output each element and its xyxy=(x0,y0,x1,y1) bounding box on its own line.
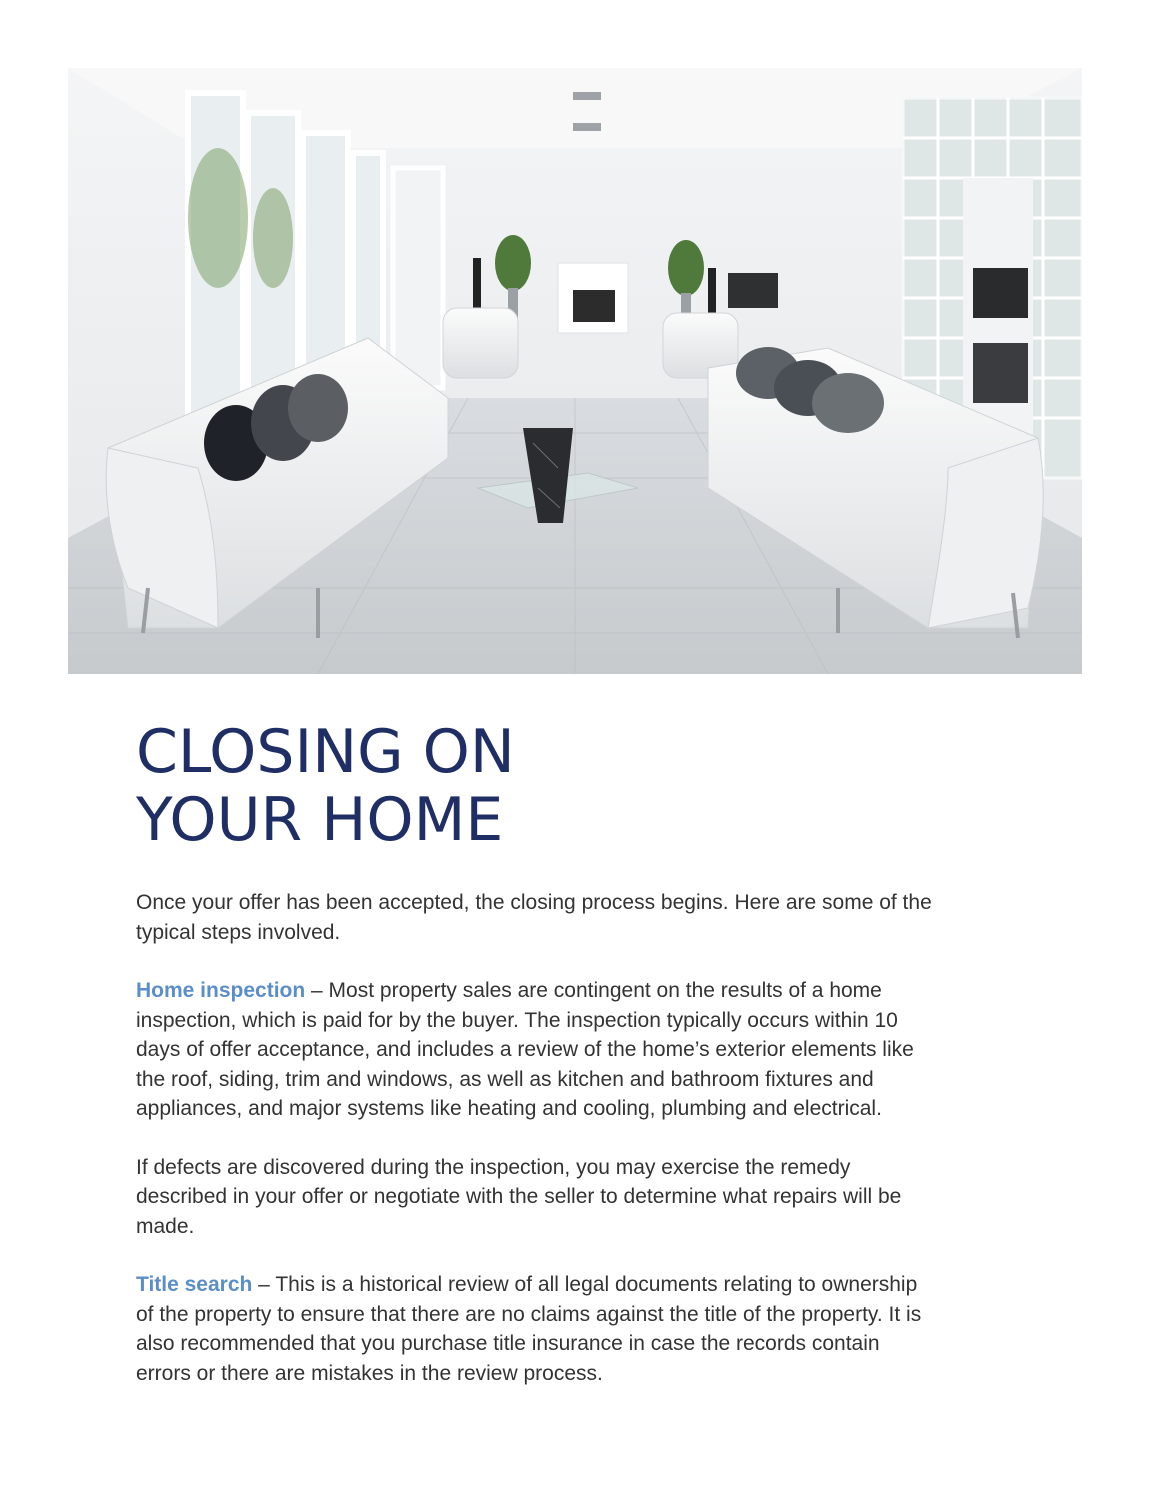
title-search-paragraph xyxy=(136,1270,936,1388)
title-line-1: CLOSING ON xyxy=(136,717,515,787)
page-title xyxy=(136,718,515,854)
hero-photo xyxy=(68,68,1082,674)
article-body xyxy=(136,888,936,1417)
title-search-term: Title search xyxy=(136,1273,253,1296)
title-search-text: – This is a historical review of all legal documents relating to ownership of the property to ensure that there are no claims against the title of the property. It is also recommended that you purchase title insurance in case the records contain errors or there are mistakes in the review process. xyxy=(136,1273,922,1385)
living-room-illustration xyxy=(68,68,1082,674)
intro-paragraph: Once your offer has been accepted, the closing process begins. Here are some of the typical steps involved. xyxy=(136,891,932,944)
home-inspection-term: Home inspection xyxy=(136,979,306,1002)
home-inspection-text: – Most property sales are contingent on the results of a home inspection, which is paid for by the buyer. The inspection typically occurs within 10 days of offer acceptance, and includes a review of the home’s exterior elements like the roof, siding, trim and windows, as well as kitchen and bathroom fixtures and appliances, and major systems like heating and cooling, plumbing and electrical. xyxy=(136,979,914,1120)
defects-paragraph: If defects are discovered during the inspection, you may exercise the remedy described in your offer or negotiate with the seller to determine what repairs will be made. xyxy=(136,1155,902,1238)
home-inspection-paragraph xyxy=(136,976,936,1124)
title-line-2: YOUR HOME xyxy=(136,785,504,855)
